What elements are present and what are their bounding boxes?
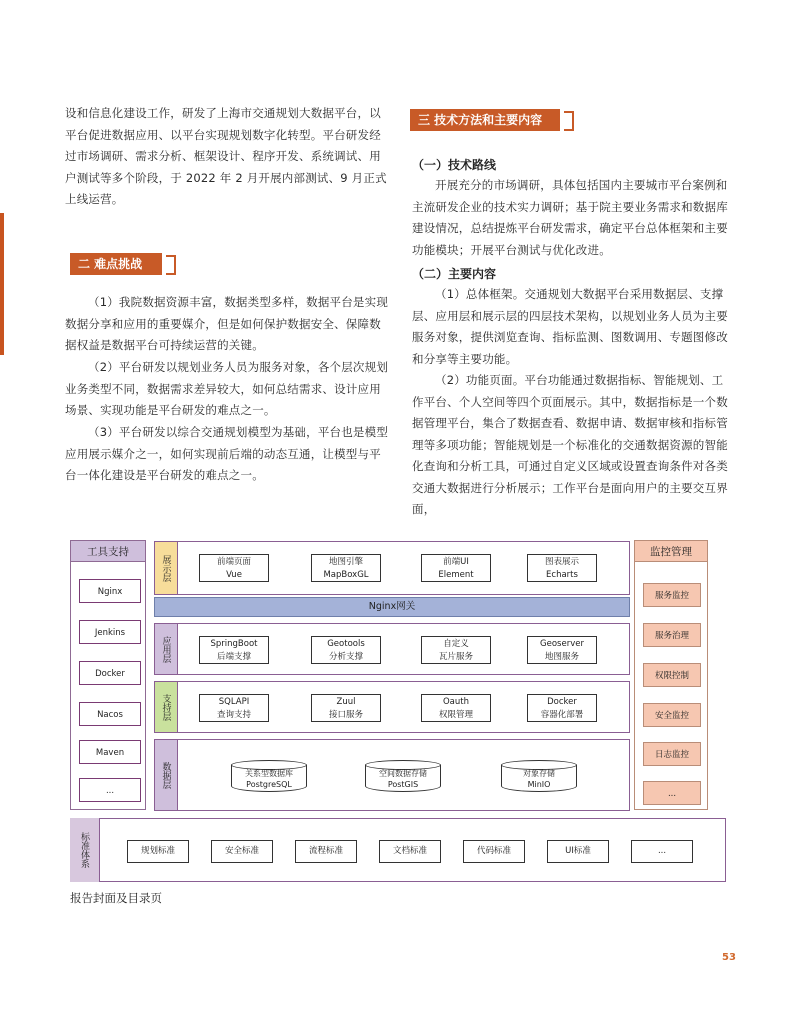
tech-box: Zuul 接口服务 [311, 694, 381, 722]
subsection-title-2: （二）主要内容 [412, 267, 497, 281]
subsection-1-text: 开展充分的市场调研，具体包括国内主要城市平台案例和主流研发企业的技术实力调研；基于院主要业务需求和数据库建设情况，总结提炼平台研发需求，确定平台总体框架和主要功能模块；开展平台测试与优化改进。 [412, 178, 728, 257]
database-cylinder-icon: 空间数据存储 PostGIS [365, 760, 441, 794]
monitor-item: 安全监控 [643, 703, 701, 727]
bracket-decoration-icon [564, 111, 574, 131]
tool-item: Jenkins [79, 620, 141, 644]
standard-item: 文档标准 [379, 840, 441, 863]
figure-caption: 报告封面及目录页 [70, 891, 162, 905]
point-3: （3）平台研发以综合交通规划模型为基础，平台也是模型应用展示媒介之一，如何实现前后端的动态互通，让模型与平台一体化建设是平台研发的难点之一。 [65, 425, 389, 482]
tool-item: Maven [79, 740, 141, 764]
tech-box: 前端页面 Vue [199, 554, 269, 582]
support-layer-label: 支持层 [154, 681, 178, 733]
intro-paragraph: 设和信息化建设工作，研发了上海市交通规划大数据平台，以平台促进数据应用、以平台实现规划数字化转型。平台研发经过市场调研、需求分析、框架设计、程序开发、系统调试、用户测试等多个阶段，于 2022 年 2 月开展内部测试、9 月正式上线运营。 [65, 106, 387, 206]
data-layer [154, 739, 630, 811]
tech-box: 图表展示 Echarts [527, 554, 597, 582]
tool-item: Docker [79, 661, 141, 685]
standard-item: 规划标准 [127, 840, 189, 863]
standard-item: 代码标准 [463, 840, 525, 863]
monitor-item: ... [643, 781, 701, 805]
subsection-2-para-1: （1）总体框架。交通规划大数据平台采用数据层、支撑层、应用层和展示层的四层技术架构，以规划业务人员为主要服务对象，提供浏览查询、指标监测、图数调用、专题图修改和分享等主要功能。 [412, 287, 728, 366]
section-title: 三 技术方法和主要内容 [418, 113, 543, 127]
display-layer-label: 展示层 [154, 541, 178, 595]
monitor-item: 权限控制 [643, 663, 701, 687]
standard-item: 流程标准 [295, 840, 357, 863]
subsection-2-para-2: （2）功能页面。平台功能通过数据指标、智能规划、工作平台、个人空间等四个页面展示。其中，数据指标是一个数据管理平台，集合了数据查看、数据申请、数据审核和指标管理等多项功能；智能规划是一个标准化的交通数据资源的智能化查询和分析工具，可通过自定义区域或设置查询条件对各类交通大数据进行分析展示；工作平台是面向用户的主要交互界面， [412, 373, 728, 516]
standard-item: 安全标准 [211, 840, 273, 863]
support-layer [154, 681, 630, 733]
standards-label: 标准体系 [70, 818, 100, 882]
tech-box: 前端UI Element [421, 554, 491, 582]
section-header-difficulties [70, 253, 162, 275]
tool-item: Nacos [79, 702, 141, 726]
section-title: 二 难点挑战 [78, 257, 143, 271]
tech-box: Docker 容器化部署 [527, 694, 597, 722]
tool-item: Nginx [79, 579, 141, 603]
subsection-title-1: （一）技术路线 [412, 158, 497, 172]
nginx-gateway-bar: Nginx网关 [154, 597, 630, 617]
tools-panel-title: 工具支持 [70, 540, 146, 562]
section-header-methods [410, 109, 560, 131]
tech-box: SpringBoot 后端支撑 [199, 636, 269, 664]
data-layer-label: 数据层 [154, 739, 178, 811]
app-layer-label: 应用层 [154, 623, 178, 675]
point-1: （1）我院数据资源丰富，数据类型多样，数据平台是实现数据分享和应用的重要媒介，但是如何保护数据安全、保障数据权益是数据平台可持续运营的关键。 [65, 295, 389, 352]
tech-box: 自定义 瓦片服务 [421, 636, 491, 664]
tools-panel [70, 540, 146, 810]
monitor-panel [634, 540, 708, 810]
monitor-item: 服务治理 [643, 623, 701, 647]
tool-item: ... [79, 778, 141, 802]
monitor-panel-title: 监控管理 [634, 540, 708, 562]
tech-box: 地图引擎 MapBoxGL [311, 554, 381, 582]
bracket-decoration-icon [166, 255, 176, 275]
tech-box: Oauth 权限管理 [421, 694, 491, 722]
standard-item: ... [631, 840, 693, 863]
standards-panel [70, 818, 726, 882]
database-cylinder-icon: 关系型数据库 PostgreSQL [231, 760, 307, 794]
tech-box: SQLAPI 查询支持 [199, 694, 269, 722]
architecture-diagram [62, 535, 728, 885]
database-cylinder-icon: 对象存储 MinIO [501, 760, 577, 794]
page-number: 53 [722, 952, 736, 963]
monitor-item: 服务监控 [643, 583, 701, 607]
tech-box: Geotools 分析支撑 [311, 636, 381, 664]
edge-accent-bar [0, 213, 4, 355]
point-2: （2）平台研发以规划业务人员为服务对象，各个层次规划业务类型不同，数据需求差异较大，如何总结需求、设计应用场景、实现功能是平台研发的难点之一。 [65, 360, 389, 417]
display-layer [154, 541, 630, 595]
app-layer [154, 623, 630, 675]
standard-item: UI标准 [547, 840, 609, 863]
tech-box: Geoserver 地图服务 [527, 636, 597, 664]
monitor-item: 日志监控 [643, 742, 701, 766]
